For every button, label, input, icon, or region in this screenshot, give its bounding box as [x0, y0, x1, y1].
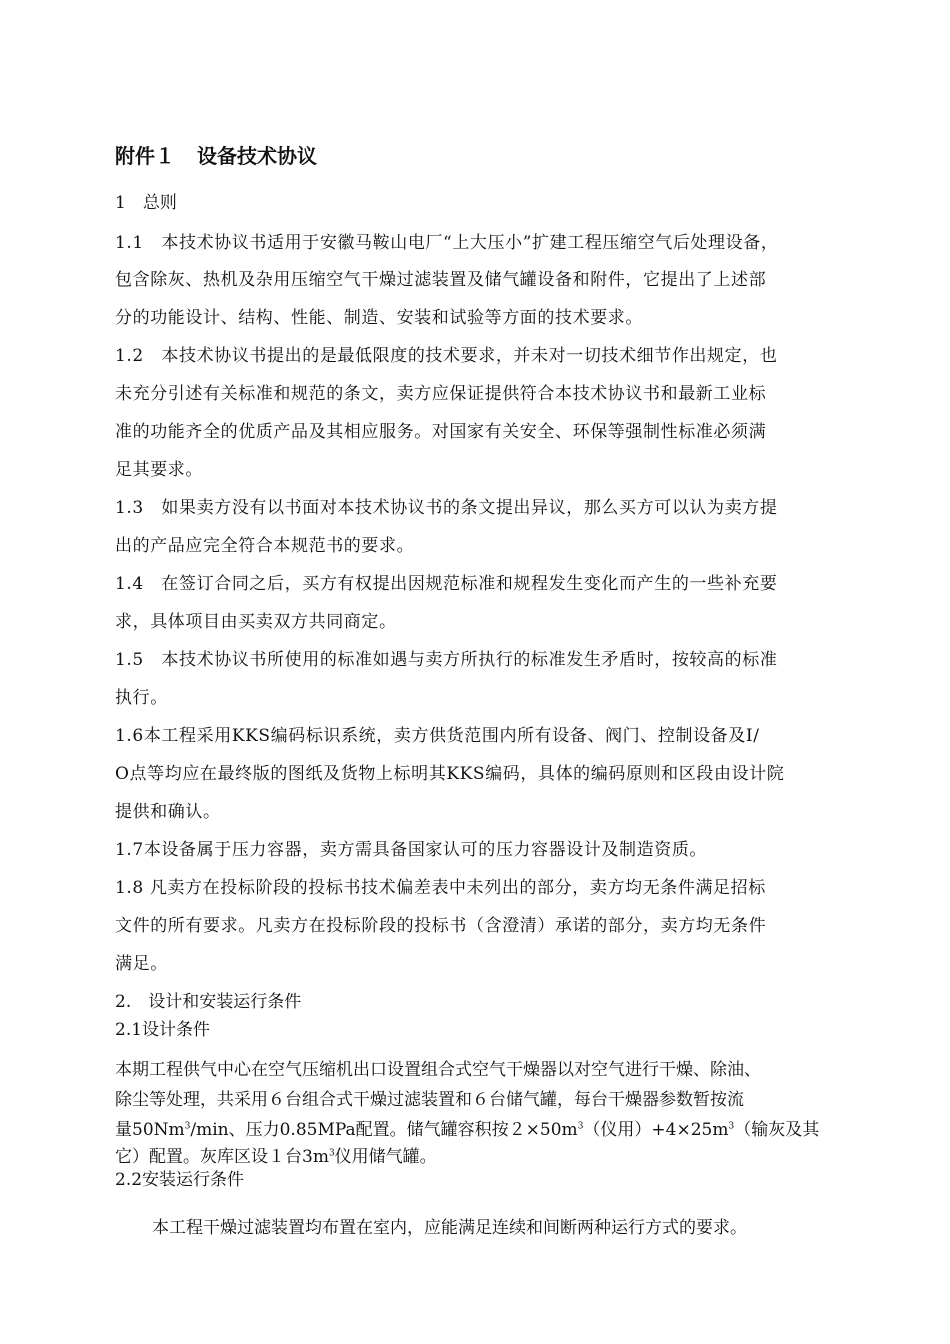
- paragraph-line: 求，具体项目由买卖双方共同商定。: [115, 612, 397, 632]
- paragraph-line: 出的产品应完全符合本规范书的要求。: [115, 536, 415, 556]
- paragraph-line: 分的功能设计、结构、性能、制造、安装和试验等方面的技术要求。: [115, 308, 643, 328]
- paragraph-line: 准的功能齐全的优质产品及其相应服务。对国家有关安全、环保等强制性标准必须满: [115, 422, 767, 442]
- paragraph-line: 执行。: [115, 688, 168, 708]
- paragraph-line: 除尘等处理，共采用６台组合式干燥过滤装置和６台储气罐，每台干燥器参数暂按流: [115, 1090, 744, 1110]
- paragraph-line: 1.6本工程采用KKS编码标识系统，卖方供货范围内所有设备、阀门、控制设备及I/: [115, 726, 760, 746]
- paragraph-line: 本期工程供气中心在空气压缩机出口设置组合式空气干燥器以对空气进行干燥、除油、: [115, 1060, 761, 1080]
- paragraph-line: 满足。: [115, 954, 168, 974]
- paragraph-line: 1.3 如果卖方没有以书面对本技术协议书的条文提出异议，那么买方可以认为卖方提: [115, 498, 778, 518]
- section-heading-general: 1 总则: [115, 193, 177, 213]
- page-title: [115, 140, 317, 169]
- paragraph-line: 1.7本设备属于压力容器，卖方需具备国家认可的压力容器设计及制造资质。: [115, 840, 708, 860]
- paragraph-line: 包含除灰、热机及杂用压缩空气干燥过滤装置及储气罐设备和附件，它提出了上述部: [115, 270, 767, 290]
- paragraph-line: 未充分引述有关标准和规范的条文，卖方应保证提供符合本技术协议书和最新工业标: [115, 384, 767, 404]
- paragraph-line: 1.1 本技术协议书适用于安徽马鞍山电厂“上大压小”扩建工程压缩空气后处理设备，: [115, 233, 779, 253]
- paragraph-line: O点等均应在最终版的图纸及货物上标明其KKS编码，具体的编码原则和区段由设计院: [115, 764, 785, 784]
- paragraph-line: 文件的所有要求。凡卖方在投标阶段的投标书（含澄清）承诺的部分，卖方均无条件: [115, 916, 767, 936]
- title-prefix: 附件１: [115, 144, 175, 168]
- paragraph-line: 提供和确认。: [115, 802, 221, 822]
- paragraph-line: 足其要求。: [115, 460, 203, 480]
- title-main: 设备技术协议: [197, 144, 317, 168]
- paragraph-line: 1.5 本技术协议书所使用的标准如遇与卖方所执行的标准发生矛盾时，按较高的标准: [115, 650, 778, 670]
- paragraph-line: 本工程干燥过滤装置均布置在室内，应能满足连续和间断两种运行方式的要求。: [152, 1218, 747, 1238]
- paragraph-line: 1.8 凡卖方在投标阶段的投标书技术偏差表中未列出的部分，卖方均无条件满足招标: [115, 878, 766, 898]
- paragraph-line-ash: 它）配置。灰库区设１台$3m^3$仪用储气罐。: [115, 1147, 437, 1167]
- paragraph-line: 1.2 本技术协议书提出的是最低限度的技术要求，并未对一切技术细节作出规定，也: [115, 346, 778, 366]
- subsection-heading-design-conditions: 2.1设计条件: [115, 1020, 211, 1040]
- subsection-heading-installation: 2.2安装运行条件: [115, 1170, 245, 1190]
- paragraph-line-flow: 量50Nm$^3$/min、压力0.85MPa配置。储气罐容积按$2\times 50m^3$（仪用）$+4\times 25m^3$（输灰及其: [115, 1120, 820, 1140]
- paragraph-line: 1.4 在签订合同之后，买方有权提出因规范标准和规程发生变化而产生的一些补充要: [115, 574, 778, 594]
- section-heading-design: 2. 设计和安装运行条件: [115, 992, 302, 1012]
